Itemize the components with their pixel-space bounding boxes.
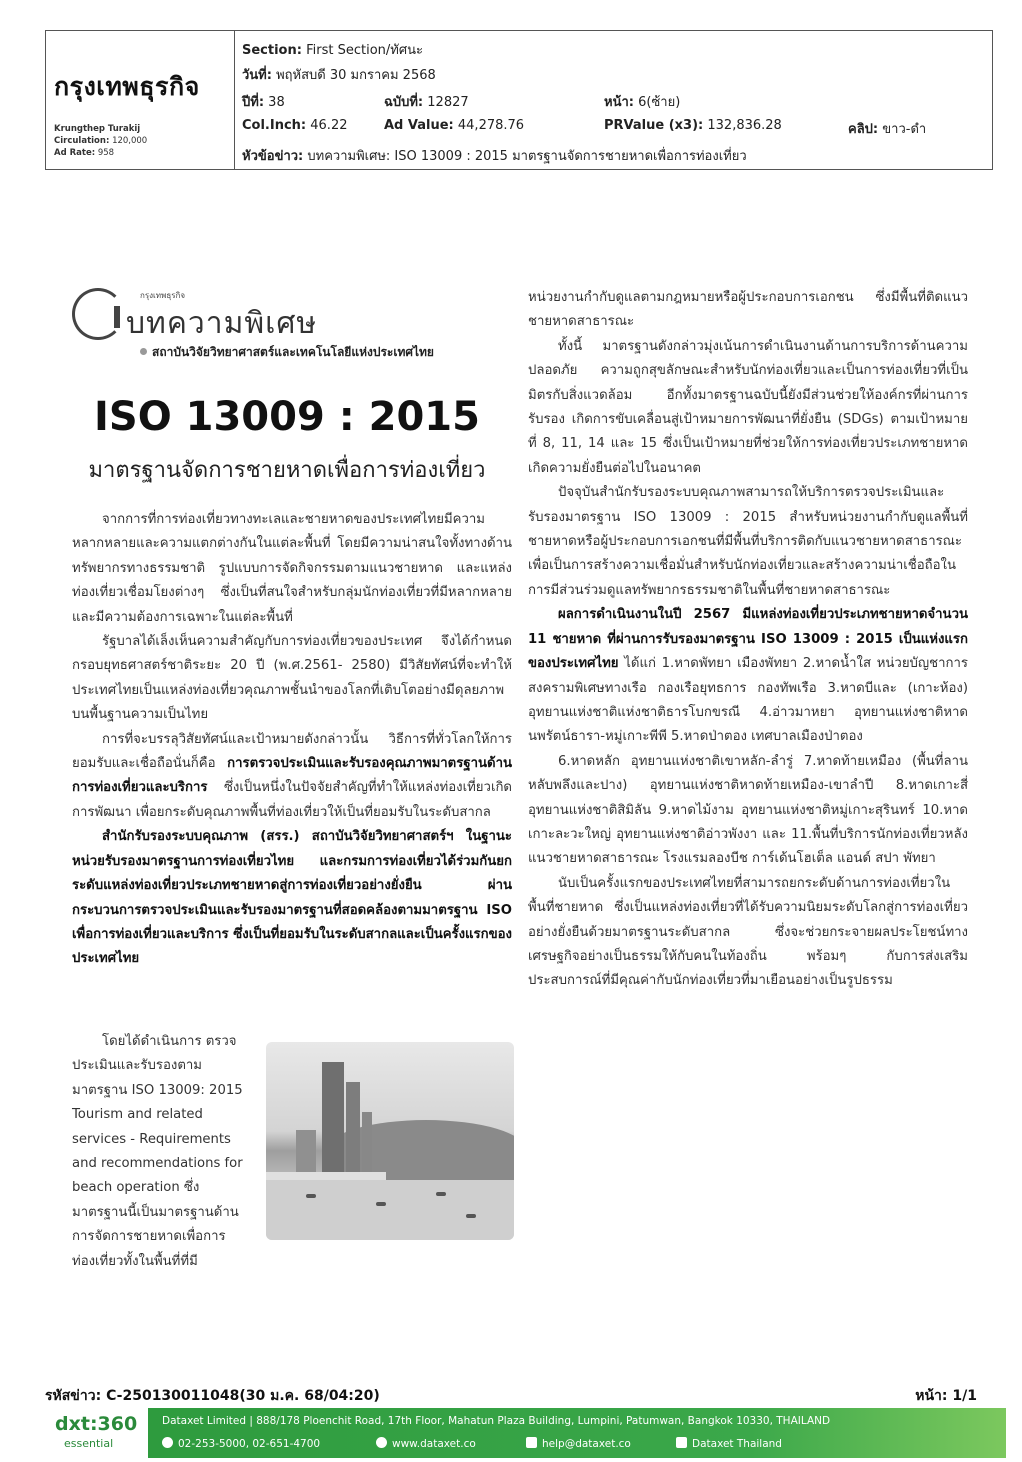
paragraph-r4 xyxy=(528,603,968,749)
column-logo-bar xyxy=(114,306,120,328)
colinch-cell xyxy=(242,118,347,133)
clip-label: คลิป: xyxy=(848,122,879,137)
send-icon xyxy=(526,1437,537,1448)
ref-label: รหัสข่าว: xyxy=(45,1388,102,1404)
paragraph-r5: 6.หาดหลัก อุทยานแห่งชาติเขาหลัก-ลำรู่ 7.หาดท้ายเหมือง (พื้นที่ลานหลับพลึงและปาง) อุทยานแห่งชาติหาดท้ายเหมือง-เขาลำปี 8.หาดเกาะสี่ อุทยานแห่งชาติสิมิลัน 9.หาดไม้งาม อุทยานแห่งชาติหมู่เกาะสุรินทร์ 10.หาดเกาะละวะใหญ่ อุทยานแห่งชาติอ่าวพังงา และ 11.พื้นที่บริการนักท่องเที่ยวหลังแนวชายหาดสาธารณะ โรงแรมลองบีช การ์เด้นโฮเต็ล แอนด์ สปา พัทยา xyxy=(528,753,968,867)
prvalue-cell xyxy=(604,118,782,133)
footer-website[interactable] xyxy=(376,1437,476,1450)
page-number-value: 1/1 xyxy=(952,1388,977,1404)
paragraph-4: สำนักรับรองระบบคุณภาพ (สรร.) สถาบันวิจัยวิทยาศาสตร์ฯ ในฐานะหน่วยรับรองมาตรฐานการท่องเที่ยวไทย และกรมการท่องเที่ยวได้ร่วมกันยกระดับแหล่งท่องเที่ยวประเภทชายหาดสู่การท่องเที่ยวอย่างยั่งยืน ผ่านกระบวนการตรวจประเมินและรับรองมาตรฐานที่สอดคล้องตามมาตรฐาน ISO เพื่อการท่องเที่ยวและบริการ ซึ่งเป็นที่ยอมรับในระดับสากลและเป็นครั้งแรกของประเทศไทย xyxy=(72,829,512,967)
page-number xyxy=(915,1385,977,1407)
advalue-cell xyxy=(384,118,524,133)
year-label: ปีที่: xyxy=(242,95,265,110)
photo-boat xyxy=(306,1194,316,1198)
section-row xyxy=(242,39,423,60)
paragraph-r3: ปัจจุบันสำนักรับรองระบบคุณภาพสามารถให้บริการตรวจประเมินและรับรองมาตรฐาน ISO 13009 : 2015 สำหรับหน่วยงานกำกับดูแลพื้นที่ชายหาดหรือผู้ประกอบการเอกชนที่มีพื้นที่บริการติดกับแนวชายหาดสาธารณะ เพื่อเป็นการสร้างความเชื่อมั่นสำหรับนักท่องเที่ยวและสร้างความน่าเชื่อถือในการมีส่วนร่วมดูแลทรัพยากรธรรมชาติในพื้นที่ชายหาดสาธารณะ xyxy=(528,485,968,598)
date-value: พฤหัสบดี 30 มกราคม 2568 xyxy=(276,68,436,83)
prvalue-label: PRValue (x3): xyxy=(604,118,704,133)
circulation-label: Circulation: xyxy=(54,136,110,146)
paragraph-r4-list: ได้แก่ 1.หาดพัทยา เมืองพัทยา 2.หาดน้ำใส หน่วยบัญชาการสงครามพิเศษทางเรือ กองเรือยุทธการ กองทัพเรือ 3.หาดบีและ (เกาะห้อง) อุทยานแห่งชาติแห่งชาติธารโบกขรณี 4.อ่าวมาหยา อุทยานแห่งชาติหาดนพรัตน์ธารา-หมู่เกาะพีพี 5.หาดป่าตอง เทศบาลเมืองป่าตอง xyxy=(528,656,968,745)
article-right-column xyxy=(528,286,968,994)
headline-value: บทความพิเศษ: ISO 13009 : 2015 มาตรฐานจัดการชายหาดเพื่อการท่องเที่ยว xyxy=(307,149,747,164)
footer-website-text: www.dataxet.co xyxy=(392,1438,476,1450)
photo-boat xyxy=(436,1192,446,1196)
pub-en-label: Krungthep Turakij xyxy=(54,124,141,134)
publication-meta xyxy=(54,123,147,159)
prvalue-value: 132,836.28 xyxy=(707,118,782,133)
footer-facebook-text: Dataxet Thailand xyxy=(692,1438,782,1450)
colinch-label: Col.Inch: xyxy=(242,118,307,133)
circulation-value: 120,000 xyxy=(112,136,148,146)
paragraph-2: รัฐบาลได้เล็งเห็นความสำคัญกับการท่องเที่ยวของประเทศ จึงได้กำหนดกรอบยุทธศาสตร์ชาติระยะ 20 ปี (พ.ศ.2561- 2580) มีวิสัยทัศน์ที่จะทำให้ประเทศไทยเป็นแหล่งท่องเที่ยวคุณภาพชั้นนำของโลกที่เติบโตอย่างมีดุลยภาพบนพื้นฐานความเป็นไทย xyxy=(72,634,512,723)
news-reference xyxy=(45,1385,380,1407)
pattaya-beach-photo xyxy=(266,1042,514,1240)
photo-boat xyxy=(466,1214,476,1218)
section-value: First Section/ทัศนะ xyxy=(306,43,423,58)
advalue-label: Ad Value: xyxy=(384,118,454,133)
dataxet-logo: dxt:360 xyxy=(55,1413,138,1435)
clipping-header xyxy=(45,30,993,170)
footer-facebook[interactable] xyxy=(676,1437,782,1450)
paragraph-3 xyxy=(72,728,512,826)
photo-building xyxy=(346,1082,360,1180)
date-row xyxy=(242,64,436,85)
year-value: 38 xyxy=(268,95,285,110)
photo-building xyxy=(362,1112,372,1180)
advalue-value: 44,278.76 xyxy=(457,118,525,133)
article-title: ISO 13009 : 2015 xyxy=(94,394,480,440)
publication-block xyxy=(46,31,235,169)
footer-phone[interactable] xyxy=(162,1437,320,1450)
page-value: 6(ซ้าย) xyxy=(638,95,681,110)
footer-address: Dataxet Limited | 888/178 Ploenchit Road, 17th Floor, Mahatun Plaza Building, Lumpini, Patumwan, Bangkok 10330, THAILAND xyxy=(162,1415,831,1427)
photo-boat xyxy=(376,1202,386,1206)
photo-building xyxy=(322,1062,344,1180)
facebook-icon xyxy=(676,1437,687,1448)
page-number-label: หน้า: xyxy=(915,1388,948,1404)
paragraph-3-bold: การตรวจประเมินและรับรองคุณภาพมาตรฐานด้านการท่องเที่ยวและบริการ xyxy=(72,756,512,796)
footer-email-text: help@dataxet.co xyxy=(542,1438,631,1450)
dataxet-logo-sub: essential xyxy=(64,1437,114,1450)
section-label: Section: xyxy=(242,43,302,58)
footer-bar xyxy=(148,1408,1006,1458)
phone-icon xyxy=(162,1437,173,1448)
column-name: บทความพิเศษ xyxy=(126,306,318,341)
paragraph-3-part-c: ซึ่งเป็นหนึ่งในปัจจัยสำคัญที่ทำให้แหล่งท่องเที่ยวเกิดการพัฒนา เพื่อยกระดับคุณภาพพื้นที่ท่องเที่ยวให้เป็นที่ยอมรับในระดับสากล xyxy=(72,780,512,820)
article-left-column xyxy=(72,508,512,972)
ad-rate-label: Ad Rate: xyxy=(54,148,96,158)
paragraph-3-part-a: การที่จะบรรลุวิสัยทัศน์และเป้าหมายดังกล่าวนั้น วิธีการที่ทั่วโลกให้การยอมรับและเชื่อถือนั่นก็คือ xyxy=(72,731,512,772)
paragraph-1: จากการที่การท่องเที่ยวทางทะเลและชายหาดของประเทศไทยมีความหลากหลายและความแตกต่างกันในแต่ละพื้นที่ โดยมีความน่าสนใจทั้งทางด้านทรัพยากรทางธรรมชาติ รูปแบบการจัดกิจกรรมตามแนวชายหาด และแหล่งท่องเที่ยวเชื่อมโยงต่างๆ ซึ่งเป็นที่สนใจสำหรับกลุ่มนักท่องเที่ยวที่มีหลากหลายและมีความต้องการเฉพาะในแต่ละพื้นที่ xyxy=(72,512,512,625)
article-subtitle: มาตรฐานจัดการชายหาดเพื่อการท่องเที่ยว xyxy=(88,458,486,483)
paragraph-r2: ทั้งนี้ มาตรฐานดังกล่าวมุ่งเน้นการดำเนินงานด้านการบริการด้านความปลอดภัย ความถูกสุขลักษณะสำหรับนักท่องเที่ยวและเป็นการท่องเที่ยวที่เป็นมิตรกับสิ่งแวดล้อม อีกทั้งมาตรฐานฉบับนี้ยังมีส่วนช่วยให้องค์กรที่ผ่านการรับรอง เกิดการขับเคลื่อนสู่เป้าหมายการพัฒนาที่ยั่งยืน (SDGs) ตามเป้าหมายที่ 8, 11, 14 และ 15 ซึ่งเป็นเป้าหมายที่ช่วยให้การท่องเที่ยวประเภทชายหาดเกิดความยั่งยืนต่อไปในอนาคต xyxy=(528,338,968,476)
globe-icon xyxy=(376,1437,387,1448)
column-author: สถาบันวิจัยวิทยาศาสตร์และเทคโนโลยีแห่งประเทศไทย xyxy=(140,343,434,362)
headline-label: หัวข้อข่าว: xyxy=(242,149,304,164)
clip-value: ขาว-ดำ xyxy=(882,122,927,137)
page-label: หน้า: xyxy=(604,95,634,110)
paragraph-5-text: โดยได้ดำเนินการ ตรวจประเมินและรับรองตามมาตรฐาน ISO 13009: 2015 Tourism and related services - Requirements and recommendations for beach operation ซึ่งมาตรฐานนี้เป็นมาตรฐานด้านการจัดการชายหาดเพื่อการท่องเที่ยวทั้งในพื้นที่ที่มี xyxy=(72,1034,243,1269)
colinch-value: 46.22 xyxy=(310,118,348,133)
publication-name: กรุงเทพธุรกิจ xyxy=(54,72,200,101)
paragraph-5 xyxy=(72,1030,248,1274)
issue-value: 12827 xyxy=(427,95,469,110)
ad-rate-value: 958 xyxy=(97,148,115,158)
paragraph-r4-bold: ผลการดำเนินงานในปี 2567 มีแหล่งท่องเที่ยวประเภทชายหาดจำนวน 11 ชายหาด ที่ผ่านการรับรองมาตรฐาน ISO 13009 : 2015 เป็นแห่งแรกของประเทศไทย xyxy=(528,607,968,672)
ref-value: C-250130011048(30 ม.ค. 68/04:20) xyxy=(106,1388,380,1404)
paragraph-r1: หน่วยงานกำกับดูแลตามกฎหมายหรือผู้ประกอบการเอกชน ซึ่งมีพื้นที่ติดแนวชายหาดสาธารณะ xyxy=(528,290,968,330)
clip-cell xyxy=(848,118,926,139)
column-small-label: กรุงเทพธุรกิจ xyxy=(140,291,186,300)
paragraph-r6: นับเป็นครั้งแรกของประเทศไทยที่สามารถยกระดับด้านการท่องเที่ยวในพื้นที่ชายหาด ซึ่งเป็นแหล่งท่องเที่ยวที่ได้รับความนิยมระดับโลกสู่การท่องเที่ยวอย่างยั่งยืนด้วยมาตรฐานระดับสากล ซึ่งจะช่วยกระจายผลประโยชน์ทางเศรษฐกิจอย่างเป็นธรรมให้กับคนในท้องถิ่น พร้อมๆ กับการส่งเสริมประสบการณ์ที่มีคุณค่ากับนักท่องเที่ยวที่มาเยือนอย่างเป็นรูปธรรม xyxy=(528,875,968,989)
issue-cell xyxy=(384,91,469,112)
issue-label: ฉบับที่: xyxy=(384,95,424,110)
page-cell xyxy=(604,91,680,112)
photo-sea xyxy=(266,1180,514,1240)
footer-email[interactable] xyxy=(526,1437,631,1450)
headline-row xyxy=(242,145,747,166)
year-cell xyxy=(242,91,285,112)
footer-phone-text: 02-253-5000, 02-651-4700 xyxy=(178,1438,321,1450)
date-label: วันที่: xyxy=(242,68,272,83)
